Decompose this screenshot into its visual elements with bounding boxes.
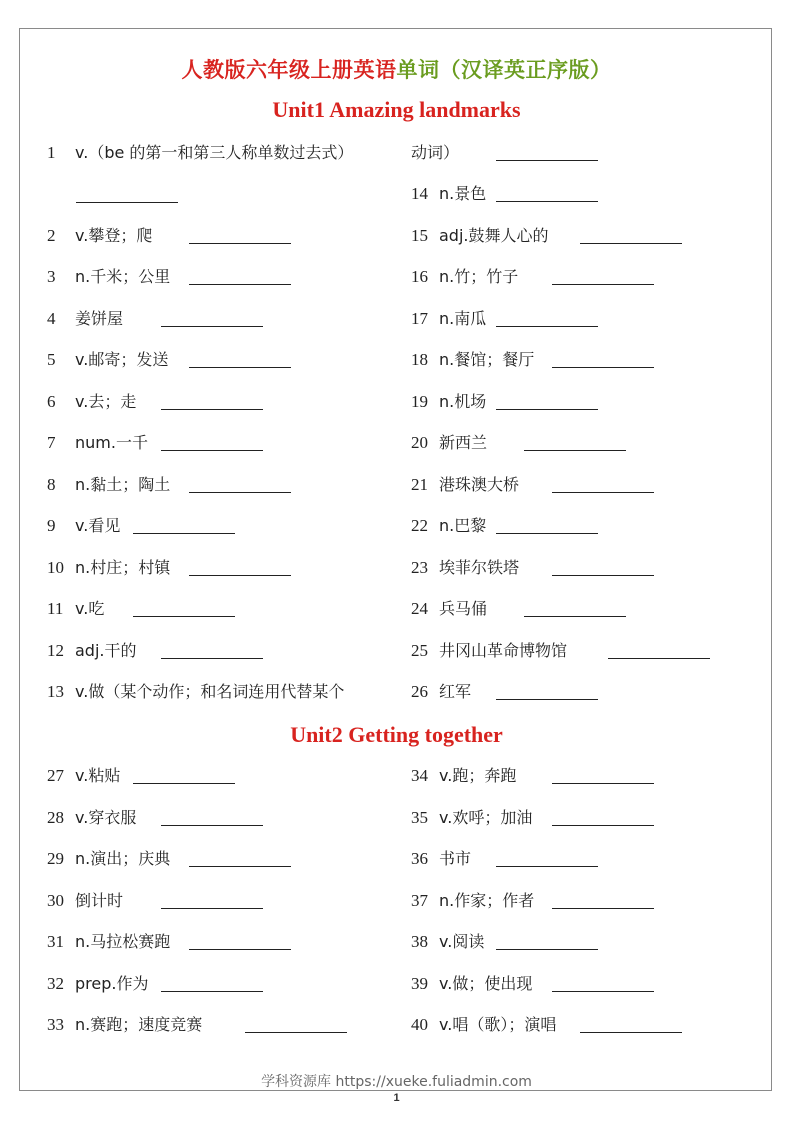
answer-blank[interactable]: [161, 450, 263, 451]
answer-blank[interactable]: [552, 367, 654, 368]
item-text: n.巴黎: [439, 516, 487, 535]
list-item: [411, 1013, 556, 1037]
answer-blank[interactable]: [189, 949, 291, 950]
unit1-heading: Unit1 Amazing landmarks: [272, 97, 521, 122]
list-item: [47, 265, 170, 289]
item-number: 14: [411, 184, 428, 203]
answer-blank[interactable]: [496, 533, 598, 534]
item-text: n.餐馆；餐厅: [439, 350, 535, 369]
answer-blank[interactable]: [133, 533, 235, 534]
list-item: [411, 680, 471, 704]
item-number: 8: [47, 475, 56, 494]
answer-blank[interactable]: [133, 783, 235, 784]
item-text: 书市: [439, 849, 472, 868]
page-number: 1: [393, 1092, 400, 1104]
item-number: 21: [411, 475, 428, 494]
item-number: 39: [411, 974, 428, 993]
list-item: [47, 473, 170, 497]
list-item: [411, 764, 516, 788]
list-item: [411, 556, 519, 580]
answer-blank[interactable]: [552, 284, 654, 285]
item-text: 兵马俑: [439, 599, 488, 618]
item-text: 新西兰: [439, 433, 488, 452]
list-item: [47, 307, 123, 331]
item-number: 37: [411, 891, 428, 910]
item-number: 29: [47, 849, 64, 868]
answer-blank[interactable]: [552, 991, 654, 992]
title-green-part: 单词（汉译英正序版）: [396, 58, 612, 82]
list-item: [411, 930, 484, 954]
title-red-part: 人教版六年级上册英语: [181, 58, 397, 82]
answer-blank[interactable]: [189, 243, 291, 244]
answer-blank[interactable]: [161, 825, 263, 826]
list-item: [47, 390, 136, 414]
answer-blank[interactable]: [496, 201, 598, 202]
item-text: v.唱（歌）；演唱: [439, 1015, 557, 1034]
answer-blank[interactable]: [189, 284, 291, 285]
item-number: 15: [411, 226, 428, 245]
answer-blank[interactable]: [496, 326, 598, 327]
item-text: prep.作为: [75, 974, 149, 993]
item-number: 38: [411, 932, 428, 951]
item-text: n.景色: [439, 184, 487, 203]
answer-blank[interactable]: [76, 202, 178, 203]
item-text: 姜饼屋: [75, 309, 124, 328]
answer-blank[interactable]: [552, 908, 654, 909]
list-item: [47, 224, 152, 248]
answer-blank[interactable]: [161, 409, 263, 410]
item-number: 23: [411, 558, 428, 577]
answer-blank[interactable]: [133, 616, 235, 617]
item-number: 22: [411, 516, 428, 535]
item-text: v.去；走: [75, 392, 137, 411]
answer-blank[interactable]: [580, 1032, 682, 1033]
item-number: 13: [47, 682, 64, 701]
item-text: v.做（某个动作；和名词连用代替某个: [75, 682, 345, 701]
answer-blank[interactable]: [189, 367, 291, 368]
item-text: adj.鼓舞人心的: [439, 226, 549, 245]
item-number: 30: [47, 891, 64, 910]
item-text: v.攀登；爬: [75, 226, 153, 245]
list-item: [411, 597, 487, 621]
item-number: 27: [47, 766, 64, 785]
page-title: [0, 54, 793, 84]
item-text: n.千米；公里: [75, 267, 171, 286]
item-number: 17: [411, 309, 428, 328]
answer-blank[interactable]: [496, 866, 598, 867]
item-number: 18: [411, 350, 428, 369]
item-number: 25: [411, 641, 428, 660]
item-number: 40: [411, 1015, 428, 1034]
item-number: 7: [47, 433, 56, 452]
item-text: v.邮寄；发送: [75, 350, 169, 369]
list-item: [411, 348, 534, 372]
list-item: [47, 597, 104, 621]
list-item: [47, 806, 136, 830]
answer-blank[interactable]: [161, 326, 263, 327]
list-item: [47, 930, 170, 954]
item-number: 2: [47, 226, 56, 245]
answer-blank[interactable]: [552, 492, 654, 493]
item-number: 5: [47, 350, 56, 369]
item-number: 4: [47, 309, 56, 328]
item-number: 31: [47, 932, 64, 951]
list-item: [47, 556, 170, 580]
item-text: v.（be 的第一和第三人称单数过去式）: [75, 143, 354, 162]
list-item: [411, 307, 486, 331]
answer-blank[interactable]: [552, 825, 654, 826]
item-text: 红军: [439, 682, 472, 701]
item-text: n.竹；竹子: [439, 267, 519, 286]
item-text: v.穿衣服: [75, 808, 137, 827]
item-text: v.阅读: [439, 932, 485, 951]
item-number: 3: [47, 267, 56, 286]
answer-blank[interactable]: [245, 1032, 347, 1033]
answer-blank[interactable]: [524, 450, 626, 451]
item-text: 埃菲尔铁塔: [439, 558, 520, 577]
answer-blank[interactable]: [161, 908, 263, 909]
list-item: [411, 265, 518, 289]
footer-source: 学科资源库 https://xueke.fuliadmin.com: [261, 1074, 532, 1090]
answer-blank[interactable]: [496, 160, 598, 161]
item-text: n.南瓜: [439, 309, 487, 328]
list-item: [47, 680, 344, 704]
list-item: [411, 514, 486, 538]
item-text: v.粘贴: [75, 766, 121, 785]
item-number: 24: [411, 599, 428, 618]
list-item: [411, 141, 459, 165]
answer-blank[interactable]: [161, 991, 263, 992]
list-item: [47, 639, 137, 663]
list-item: [411, 473, 519, 497]
list-item: [47, 141, 353, 165]
item-number: 28: [47, 808, 64, 827]
item-text: v.做；使出现: [439, 974, 533, 993]
item-text: n.黏土；陶土: [75, 475, 171, 494]
answer-blank[interactable]: [496, 699, 598, 700]
answer-blank[interactable]: [496, 409, 598, 410]
item-text: n.机场: [439, 392, 487, 411]
answer-blank[interactable]: [161, 658, 263, 659]
list-item: [47, 1013, 202, 1037]
item-number: 6: [47, 392, 56, 411]
list-item: [47, 348, 168, 372]
item-text: adj.干的: [75, 641, 137, 660]
answer-blank[interactable]: [189, 575, 291, 576]
unit2-heading: Unit2 Getting together: [290, 722, 503, 747]
item-number: 32: [47, 974, 64, 993]
answer-blank[interactable]: [608, 658, 710, 659]
item-number: 19: [411, 392, 428, 411]
answer-blank[interactable]: [552, 575, 654, 576]
item-number: 1: [47, 143, 56, 162]
item-text: 井冈山革命博物馆: [439, 641, 568, 660]
item-number: 36: [411, 849, 428, 868]
answer-blank[interactable]: [552, 783, 654, 784]
item-number: 20: [411, 433, 428, 452]
list-item: [47, 431, 148, 455]
item-text: v.欢呼；加油: [439, 808, 533, 827]
answer-blank[interactable]: [496, 949, 598, 950]
list-item: [411, 390, 486, 414]
list-item: [411, 806, 532, 830]
item-text: n.演出；庆典: [75, 849, 171, 868]
list-item: [411, 431, 487, 455]
item-text: n.作家；作者: [439, 891, 535, 910]
item-number: 10: [47, 558, 64, 577]
list-item: [47, 889, 123, 913]
list-item: [411, 972, 532, 996]
answer-blank[interactable]: [189, 866, 291, 867]
item-text: n.赛跑；速度竞赛: [75, 1015, 203, 1034]
item-number: 12: [47, 641, 64, 660]
item-text: v.看见: [75, 516, 121, 535]
item-text: n.马拉松赛跑: [75, 932, 171, 951]
item-number: 35: [411, 808, 428, 827]
list-item: [47, 764, 120, 788]
list-item: [47, 514, 120, 538]
item-text: num.一千: [75, 433, 148, 452]
item-number: 33: [47, 1015, 64, 1034]
item-text: 倒计时: [75, 891, 124, 910]
list-item: [411, 182, 486, 206]
answer-blank[interactable]: [580, 243, 682, 244]
list-item: [411, 224, 549, 248]
list-item: [411, 889, 534, 913]
list-item: [47, 972, 148, 996]
list-item: [411, 847, 471, 871]
item-number: 9: [47, 516, 56, 535]
answer-blank[interactable]: [524, 616, 626, 617]
item-text: n.村庄；村镇: [75, 558, 171, 577]
list-item: [411, 639, 567, 663]
list-item: [47, 847, 170, 871]
item-text: 港珠澳大桥: [439, 475, 520, 494]
item-text: v.吃: [75, 599, 105, 618]
item-number: 34: [411, 766, 428, 785]
item-text: v.跑；奔跑: [439, 766, 517, 785]
item-number: 26: [411, 682, 428, 701]
item-number: 16: [411, 267, 428, 286]
item-text: 动词）: [411, 143, 460, 162]
answer-blank[interactable]: [189, 492, 291, 493]
item-number: 11: [47, 599, 64, 618]
